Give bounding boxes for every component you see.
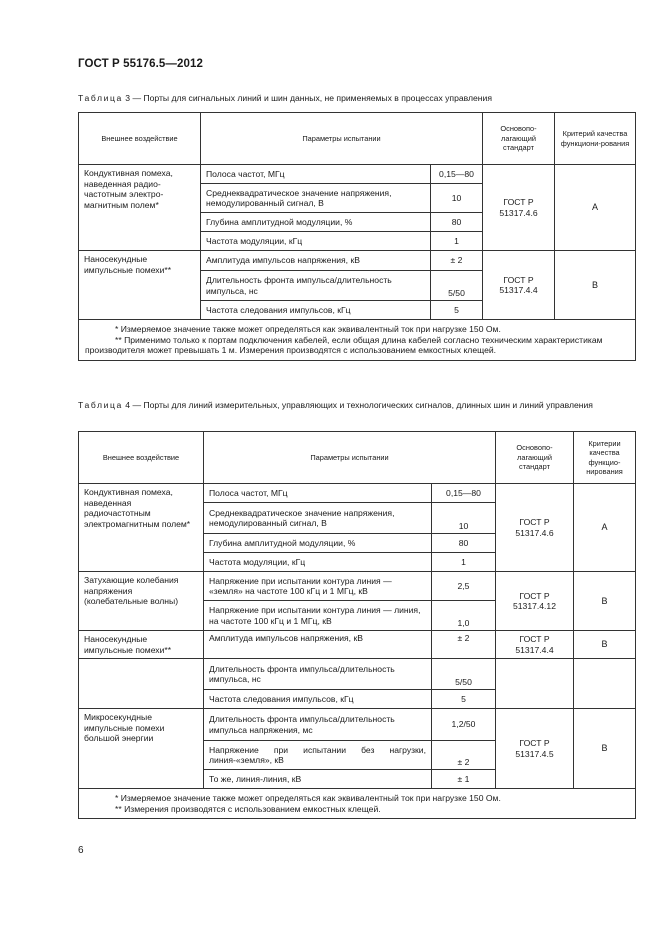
param-cell: Напряжение при испытании без нагрузки, линия-«земля», кВ: [204, 741, 432, 770]
value-cell: 5/50: [431, 271, 483, 301]
standard-cell: ГОСТ Р 51317.4.4: [496, 631, 574, 659]
effect-cell: Затухающие колебания напряжения (колебательные волны): [79, 572, 204, 631]
footnote: ** Измерения производятся с использованием емкостных клещей.: [115, 803, 381, 814]
param-cell: Среднеквадратическое значение напряжения, немодулированный сигнал, В: [201, 184, 431, 213]
effect-cell: Микросекундные импульсные помехи большой энергии: [79, 709, 204, 789]
value-cell: 1: [432, 553, 496, 572]
criterion-cell: А: [574, 484, 636, 572]
header-effect: Внешнее воздействие: [79, 113, 201, 165]
param-cell: Полоса частот, МГц: [201, 165, 431, 184]
value-cell: 2,5: [432, 572, 496, 601]
header-params: Параметры испытании: [204, 432, 496, 484]
table-row: [79, 659, 636, 690]
standard-cell: [496, 659, 574, 709]
header-params: Параметры испытании: [201, 113, 483, 165]
table4: [78, 431, 636, 819]
param-cell: Частота модуляции, кГц: [201, 232, 431, 251]
criterion-cell: [574, 659, 636, 709]
param-cell: Амплитуда импульсов напряжения, кВ: [201, 251, 431, 271]
table-row: [79, 165, 636, 184]
param-cell: Глубина амплитудной модуляции, %: [204, 534, 432, 553]
header-standard: Основопо-лагающий стандарт: [496, 432, 574, 484]
value-cell: 1,0: [432, 601, 496, 631]
table-row: [79, 631, 636, 659]
header-criterion: Критерии качества функцио-нирования: [574, 432, 636, 484]
notes-cell: [79, 320, 636, 361]
table-row: [79, 484, 636, 503]
param-cell: Напряжение при испытании контура линия — «земля» на частоте 100 кГц и 1 МГц, кВ: [204, 572, 432, 601]
table3-caption: [78, 93, 634, 104]
footnote: * Измеряемое значение также может определяться как эквивалентный ток при нагрузке 150 Ом.: [115, 793, 501, 803]
header-standard: Основопо-лагающий стандарт: [483, 113, 555, 165]
param-cell: То же, линия-линия, кВ: [204, 770, 432, 789]
value-cell: 10: [431, 184, 483, 213]
param-cell: Глубина амплитудной модуляции, %: [201, 213, 431, 232]
param-cell: Частота следования импульсов, кГц: [201, 301, 431, 320]
table4-header-row: [79, 432, 636, 484]
value-cell: 5: [432, 690, 496, 709]
param-cell: Амплитуда импульсов напряжения, кВ: [204, 631, 432, 659]
standard-cell: ГОСТ Р 51317.4.12: [496, 572, 574, 631]
footnote: ** Применимо только к портам подключения кабелей, если общая длина кабелей согласно техническим характеристикам производителя может превышать 1 м. Измерения производятся с использованием емкостных клещей.: [85, 334, 603, 355]
value-cell: 0,15—80: [431, 165, 483, 184]
value-cell: 80: [431, 213, 483, 232]
criterion-cell: В: [574, 572, 636, 631]
document-header: ГОСТ Р 55176.5—2012: [78, 58, 203, 70]
standard-cell: ГОСТ Р 51317.4.5: [496, 709, 574, 789]
table-row: [79, 709, 636, 741]
table-row: [79, 251, 636, 271]
effect-cell: Наносекундные импульсные помехи**: [79, 251, 201, 320]
param-cell: Среднеквадратическое значение напряжения, немодулированный сигнал, В: [204, 503, 432, 534]
value-cell: ± 1: [432, 770, 496, 789]
param-cell: Частота следования импульсов, кГц: [204, 690, 432, 709]
table4-notes-row: [79, 789, 636, 819]
param-cell: Напряжение при испытании контура линия — линия, на частоте 100 кГц и 1 МГц, кВ: [204, 601, 432, 631]
criterion-cell: А: [555, 165, 636, 251]
value-cell: 5: [431, 301, 483, 320]
notes-cell: [79, 789, 636, 819]
effect-cell: Кондуктивная помеха, наведенная радио-частотным электро-магнитным полем*: [79, 165, 201, 251]
criterion-cell: В: [555, 251, 636, 320]
table3-notes-row: [79, 320, 636, 361]
value-cell: ± 2: [432, 631, 496, 659]
table3-header-row: [79, 113, 636, 165]
table4-caption-text: 4 — Порты для линий измерительных, управляющих и технологических сигналов, длинных шин и линий управления: [122, 400, 593, 410]
standard-cell: ГОСТ Р 51317.4.4: [483, 251, 555, 320]
header-effect: Внешнее воздействие: [79, 432, 204, 484]
standard-cell: ГОСТ Р 51317.4.6: [483, 165, 555, 251]
value-cell: 10: [432, 503, 496, 534]
footnote: * Измеряемое значение также может определяться как эквивалентный ток при нагрузке 150 Ом.: [115, 324, 501, 334]
value-cell: 1,2/50: [432, 709, 496, 741]
param-cell: Полоса частот, МГц: [204, 484, 432, 503]
value-cell: ± 2: [431, 251, 483, 271]
value-cell: 1: [431, 232, 483, 251]
value-cell: 5/50: [432, 659, 496, 690]
table4-caption-label: Таблица: [78, 400, 123, 410]
table3-caption-label: Таблица: [78, 93, 123, 103]
param-cell: Длительность фронта импульса/длительность импульса, нс: [201, 271, 431, 301]
effect-cell: [79, 659, 204, 709]
value-cell: 80: [432, 534, 496, 553]
criterion-cell: В: [574, 631, 636, 659]
criterion-cell: В: [574, 709, 636, 789]
table3-caption-text: 3 — Порты для сигнальных линий и шин данных, не применяемых в процессах управления: [122, 93, 492, 103]
page-number: 6: [78, 845, 84, 856]
param-cell: Частота модуляции, кГц: [204, 553, 432, 572]
value-cell: ± 2: [432, 741, 496, 770]
param-cell: Длительность фронта импульса/длительность импульса напряжения, мс: [204, 709, 432, 741]
value-cell: 0,15—80: [432, 484, 496, 503]
table4-caption: [78, 400, 634, 411]
table3: [78, 112, 636, 361]
standard-cell: ГОСТ Р 51317.4.6: [496, 484, 574, 572]
effect-cell: Наносекундные импульсные помехи**: [79, 631, 204, 659]
table-row: [79, 572, 636, 601]
effect-cell: Кондуктивная помеха, наведенная радиочастотным электромагнитным полем*: [79, 484, 204, 572]
param-cell: Длительность фронта импульса/длительность импульса, нс: [204, 659, 432, 690]
header-criterion: Критерий качества функциони-рования: [555, 113, 636, 165]
